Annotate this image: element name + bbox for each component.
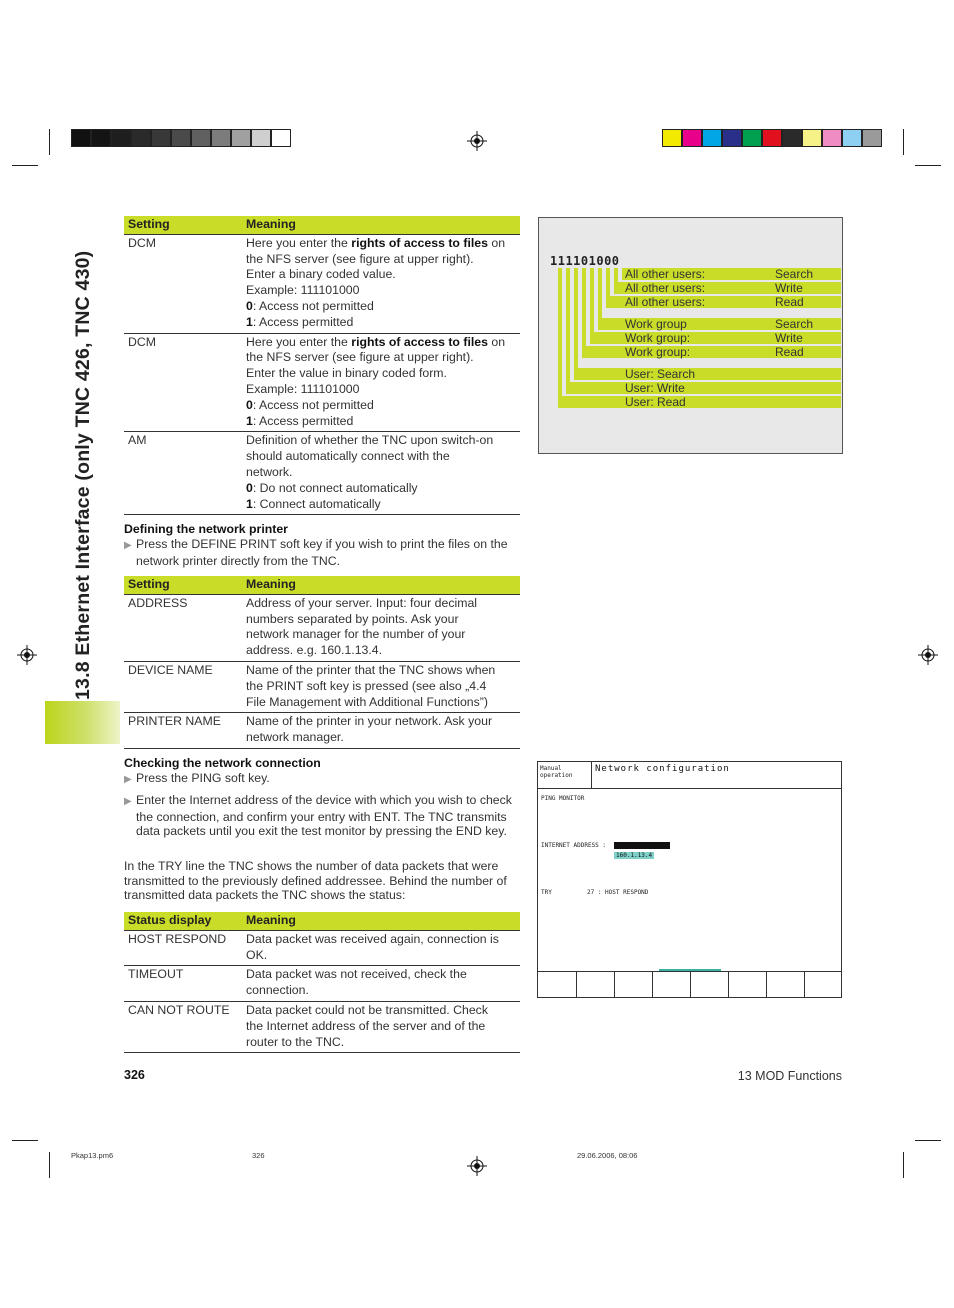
meaning-line [246,1003,516,1019]
chapter-tab [45,701,120,744]
meaning-text: router to the TNC. [246,1034,345,1049]
column-header: Setting [124,216,242,234]
crop-mark [903,1152,904,1178]
color-swatch [782,129,802,147]
softkey[interactable] [652,972,691,997]
meaning-line [246,315,516,331]
gray-swatch [191,129,211,147]
gray-swatch [131,129,151,147]
meaning-text: the PRINT soft key is pressed (see also „4.4 [246,678,487,693]
meaning-text: Enter the value in binary coded form. [246,366,447,381]
meaning-text: Data packet was not received, check the [246,967,467,982]
arrow-bullet-icon: ▶ [124,540,132,551]
meaning-line [246,236,516,252]
registration-mark-icon [17,645,37,665]
color-swatch [702,129,722,147]
table-row [124,333,520,432]
bit-connector [558,268,562,408]
meaning-text: Name of the printer in your network. Ask your [246,714,493,729]
softkey[interactable] [766,972,805,997]
column-header: Meaning [242,216,520,234]
meaning-line [246,350,516,366]
softkey[interactable] [614,972,653,997]
meaning-line [246,335,516,351]
meaning-cell [242,661,520,712]
color-swatch [762,129,782,147]
rights-row-label: User: Search [625,367,696,381]
step-text: Press the DEFINE PRINT soft key if you wish to print the files on the network printer directly from the TNC. [136,537,508,568]
color-swatch [842,129,862,147]
meaning-line [246,497,516,513]
meaning-text: the Internet address of the server and of the [246,1018,486,1033]
meaning-line [246,663,516,679]
table-row [124,930,520,966]
meaning-line [246,1019,516,1035]
bold-term: 0 [246,480,253,495]
settings-table-2 [124,576,520,749]
meaning-line [246,252,516,268]
access-rights-figure [538,217,843,454]
meaning-text: the NFS server (see figure at upper right). [246,251,474,266]
bit-connector [574,268,578,380]
setting-cell: CAN NOT ROUTE [124,1001,242,1052]
rights-row-label: All other users: [625,267,706,281]
meaning-cell [242,1001,520,1052]
internet-address-input[interactable] [614,842,670,859]
setting-cell: DCM [124,234,242,333]
meaning-text: address. e.g. 160.1.13.4. [246,643,383,658]
rights-row-value: Read [775,345,804,359]
bold-term: rights of access to files [351,334,488,349]
meaning-text: on [487,235,506,250]
step-text: Press the PING soft key. [136,771,270,785]
rights-row-value: Read [775,295,804,309]
meaning-line [246,596,516,612]
setting-cell: ADDRESS [124,594,242,661]
softkey[interactable] [728,972,767,997]
meaning-text: Definition of whether the TNC upon switch-on [246,433,494,448]
meaning-text: Example: 111101000 [246,283,360,298]
tnc-screen [537,761,842,998]
gray-swatch [271,129,291,147]
meaning-line [246,433,516,449]
rights-row-label: Work group: [625,331,691,345]
softkey[interactable] [576,972,615,997]
setting-cell: TIMEOUT [124,966,242,1002]
meaning-line [246,366,516,382]
meaning-text: Example: 111101000 [246,381,360,396]
meaning-text: Data packet was received again, connection is [246,931,499,946]
color-swatch [662,129,682,147]
section-heading: Checking the network connection [124,756,321,770]
registration-mark-icon [918,645,938,665]
crop-mark [915,165,941,166]
crop-mark [12,1140,38,1141]
meaning-text: : Access not permitted [252,298,374,313]
gray-swatch [251,129,271,147]
internet-address-label: INTERNET ADDRESS : [541,842,607,849]
meaning-line [246,612,516,628]
binary-code: 111101000 [550,254,620,268]
rights-row-bar [566,382,841,394]
meaning-cell [242,234,520,333]
meaning-line [246,627,516,643]
arrow-bullet-icon: ▶ [124,796,132,807]
meaning-text: numbers separated by points. Ask your [246,611,459,626]
instruction-step [124,793,524,839]
meaning-text: Data packet could not be transmitted. Check [246,1002,488,1017]
column-header: Meaning [242,576,520,594]
step-text: Enter the Internet address of the device with which you wish to check the connection, and confirm your entry with ENT. The TNC transmits data packets until you exit the test monitor by pressing the END key. [136,793,512,838]
rights-row-bar [558,396,841,408]
meaning-text: network manager for the number of your [246,627,466,642]
meaning-line [246,679,516,695]
meaning-line [246,730,516,746]
crop-mark [49,129,50,155]
setting-cell: DEVICE NAME [124,661,242,712]
rights-row-label: Work group [625,317,687,331]
table-body [124,930,520,1053]
page-number: 326 [124,1068,145,1082]
bit-connector [582,268,586,358]
footer-file: Pkap13.pm6 [71,1151,114,1160]
meaning-cell [242,930,520,966]
bit-connector [566,268,570,394]
meaning-line [246,299,516,315]
softkey[interactable] [804,972,842,997]
meaning-text: : Access permitted [252,314,354,329]
meaning-line [246,983,516,999]
bold-term: 1 [246,496,253,511]
column-header: Meaning [242,912,520,930]
table-row [124,1001,520,1052]
ping-monitor-label: PING MONITOR [541,795,585,802]
column-header: Setting [124,576,242,594]
crop-mark [903,129,904,155]
softkey[interactable] [690,972,729,997]
instruction-step [124,537,524,568]
meaning-text: the NFS server (see figure at upper right). [246,350,474,365]
chapter-label: 13 MOD Functions [737,1069,842,1083]
meaning-cell [242,594,520,661]
try-label: TRY [541,889,552,896]
footer-date: 29.06.2006, 08:06 [577,1151,638,1160]
meaning-text: OK. [246,947,268,962]
screen-title: Network configuration [595,764,730,774]
meaning-text: : Access permitted [252,413,354,428]
meaning-line [246,465,516,481]
meaning-line [246,449,516,465]
gray-swatch [151,129,171,147]
rights-row-label: All other users: [625,295,706,309]
status-table [124,912,520,1053]
meaning-text: File Management with Additional Functions”) [246,694,488,709]
rights-row-label: User: Read [625,395,686,409]
meaning-cell [242,713,520,749]
meaning-cell [242,432,520,515]
color-swatch [742,129,762,147]
meaning-line [246,382,516,398]
color-swatch [722,129,742,147]
meaning-text: network. [246,464,293,479]
gray-swatch [111,129,131,147]
footer-page: 326 [252,1151,265,1160]
bold-term: 0 [246,298,253,313]
meaning-text: : Connect automatically [252,496,381,511]
setting-cell: AM [124,432,242,515]
setting-cell: DCM [124,333,242,432]
table-row [124,713,520,749]
body-paragraph: In the TRY line the TNC shows the number of data packets that were transmitted to the previously defined addressee. Behind the number of transmitted data packets the TNC shows the status: [124,859,507,902]
meaning-line [246,398,516,414]
side-chapter-title: 13.8 Ethernet Interface (only TNC 426, TNC 430) [72,250,94,700]
table-row [124,661,520,712]
table-row [124,234,520,333]
crop-mark [12,165,38,166]
color-swatch [802,129,822,147]
registration-mark-icon [467,1156,487,1176]
rights-row-value: Search [775,267,814,281]
meaning-line [246,481,516,497]
gray-swatch [171,129,191,147]
crop-mark [915,1140,941,1141]
table-row [124,966,520,1002]
crop-mark [49,1152,50,1178]
settings-table-1 [124,216,520,515]
table-body [124,594,520,748]
meaning-text: : Access not permitted [252,397,374,412]
meaning-text: Address of your server. Input: four decimal [246,595,478,610]
screen-title-box [591,762,841,789]
gray-swatch [211,129,231,147]
try-status: 27 : HOST RESPOND [587,889,649,896]
meaning-line [246,267,516,283]
meaning-line [246,643,516,659]
meaning-text: Name of the printer that the TNC shows when [246,662,496,677]
meaning-text: should automatically connect with the [246,449,450,464]
meaning-text: Enter a binary coded value. [246,267,396,282]
meaning-text: on [487,334,506,349]
registration-mark-icon [467,131,487,151]
meaning-text: : Do not connect automatically [252,480,418,495]
setting-cell: PRINTER NAME [124,713,242,749]
meaning-cell [242,333,520,432]
column-header: Status display [124,912,242,930]
bold-term: rights of access to files [351,235,488,250]
meaning-text: Here you enter the [246,235,352,250]
gray-swatch [231,129,251,147]
bold-term: 1 [246,413,253,428]
gray-swatch [91,129,111,147]
section-heading: Defining the network printer [124,522,288,536]
color-swatch [862,129,882,147]
meaning-text: connection. [246,983,309,998]
rights-row-value: Write [775,281,803,295]
meaning-cell [242,966,520,1002]
instruction-step [124,771,524,788]
mode-box [538,762,592,789]
bold-term: 1 [246,314,253,329]
rights-row-bar [574,368,841,380]
meaning-text: network manager. [246,730,344,745]
rights-row-value: Write [775,331,803,345]
gray-swatch [71,129,91,147]
arrow-bullet-icon: ▶ [124,774,132,785]
meaning-line [246,1035,516,1051]
meaning-line [246,932,516,948]
meaning-line [246,948,516,964]
mode-line: Manual [540,765,562,772]
meaning-line [246,714,516,730]
bold-term: 0 [246,397,253,412]
mode-line: operation [540,772,573,779]
table-body [124,234,520,515]
internet-address-value: 160.1.13.4 [616,852,653,859]
rights-row-value: Search [775,317,814,331]
table-row [124,432,520,515]
rights-row-label: All other users: [625,281,706,295]
meaning-line [246,414,516,430]
table-row [124,594,520,661]
rights-row-label: Work group: [625,345,691,359]
rights-row-label: User: Write [625,381,685,395]
setting-cell: HOST RESPOND [124,930,242,966]
meaning-text: Here you enter the [246,334,352,349]
meaning-line [246,283,516,299]
color-swatch [682,129,702,147]
color-swatch [822,129,842,147]
meaning-line [246,967,516,983]
meaning-line [246,695,516,711]
